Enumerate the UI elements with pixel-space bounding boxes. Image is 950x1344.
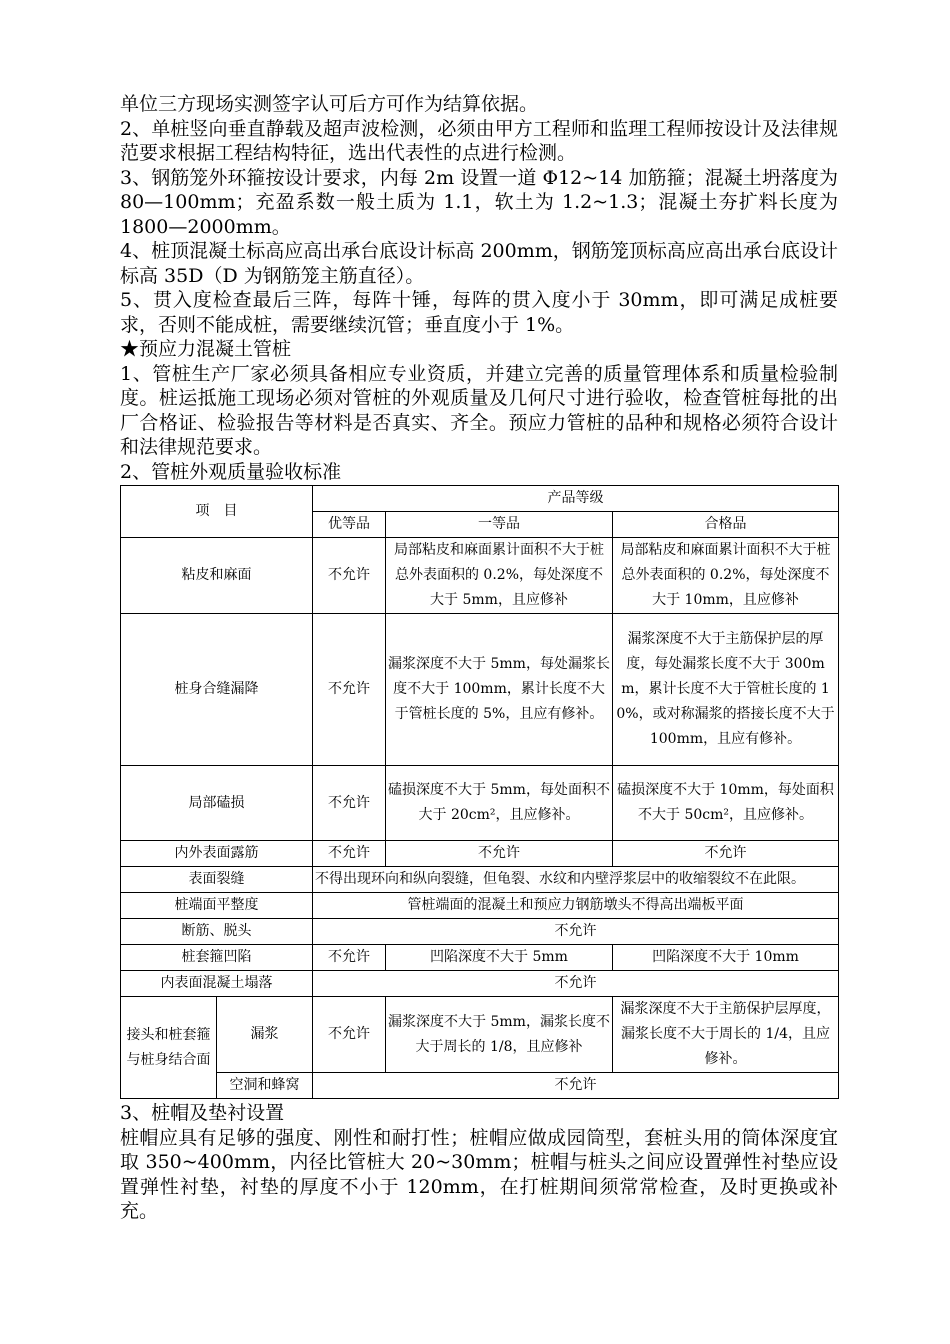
section-heading: 3、桩帽及垫衬设置 [120, 1102, 285, 1124]
cell: 凹陷深度不大于 5mm [386, 945, 613, 971]
quality-standard-table [120, 485, 839, 1099]
paragraph: 3、钢筋笼外环箍按设计要求，内每 2m 设置一道 Φ12~14 加筋箍；混凝土坍落度为 80—100mm；充盈系数一般土质为 1.1，软土为 1.2~1.3；混凝土夯扩料长度为 1800—2000mm。 [120, 166, 838, 238]
cell: 漏浆深度不大于 5mm，每处漏浆长度不大于 100mm，累计长度不大于管桩长度的 5%，且应有修补。 [386, 614, 613, 766]
header-grade-1: 优等品 [313, 512, 386, 538]
table-row [121, 867, 839, 893]
row-item: 桩端面平整度 [121, 893, 313, 919]
row-item: 内外表面露筋 [121, 841, 313, 867]
table-row [121, 486, 839, 512]
cell: 不允许 [313, 945, 386, 971]
header-grade-3: 合格品 [613, 512, 839, 538]
table-row [121, 766, 839, 841]
cell: 不允许 [313, 538, 386, 614]
cell: 不允许 [386, 841, 613, 867]
table-caption: 2、管桩外观质量验收标准 [120, 460, 342, 483]
row-item: 断筋、脱头 [121, 919, 313, 945]
section-heading: ★预应力混凝土管桩 [120, 338, 292, 360]
cell: 漏浆深度不大于 5mm，漏浆长度不大于周长的 1/8，且应修补 [386, 997, 613, 1073]
cell: 不允许 [313, 766, 386, 841]
cell: 凹陷深度不大于 10mm [613, 945, 839, 971]
cell: 局部粘皮和麻面累计面积不大于桩总外表面积的 0.2%，每处深度不大于 10mm，且应修补 [613, 538, 839, 614]
row-sub-item: 空洞和蜂窝 [217, 1073, 313, 1099]
cell: 不允许 [313, 614, 386, 766]
table-row [121, 971, 839, 997]
table-row [121, 1073, 839, 1099]
header-item: 项 目 [121, 486, 313, 538]
row-group: 接头和桩套箍与桩身结合面 [121, 997, 217, 1099]
row-item: 粘皮和麻面 [121, 538, 313, 614]
cell: 漏浆深度不大于主筋保护层厚度，漏浆长度不大于周长的 1/4，且应修补。 [613, 997, 839, 1073]
document-page [120, 92, 838, 1224]
cell: 不允许 [313, 1073, 839, 1099]
row-sub-item: 漏浆 [217, 997, 313, 1073]
row-item: 内表面混凝土塌落 [121, 971, 313, 997]
table-row [121, 841, 839, 867]
cell: 磕损深度不大于 10mm，每处面积不大于 50cm²，且应修补。 [613, 766, 839, 841]
row-item: 桩套箍凹陷 [121, 945, 313, 971]
table-row [121, 538, 839, 614]
table-row [121, 919, 839, 945]
cell: 不允许 [313, 841, 386, 867]
row-item: 桩身合缝漏降 [121, 614, 313, 766]
paragraph: 2、单桩竖向垂直静载及超声波检测，必须由甲方工程师和监理工程师按设计及法律规范要求根据工程结构特征，选出代表性的点进行检测。 [120, 117, 838, 164]
cell: 管桩端面的混凝土和预应力钢筋墩头不得高出端板平面 [313, 893, 839, 919]
paragraph: 4、桩顶混凝土标高应高出承台底设计标高 200mm，钢筋笼顶标高应高出承台底设计标高 35D（D 为钢筋笼主筋直径）。 [120, 240, 838, 287]
row-item: 表面裂缝 [121, 867, 313, 893]
row-item: 局部磕损 [121, 766, 313, 841]
paragraph: 桩帽应具有足够的强度、刚性和耐打性；桩帽应做成园筒型，套桩头用的筒体深度宜取 350~400mm，内径比管桩大 20~30mm；桩帽与桩头之间应设置弹性衬垫应设置弹性衬垫，衬垫的厚度不小于 120mm，在打桩期间须常常检查，及时更换或补充。 [120, 1126, 838, 1222]
cell: 不允许 [313, 997, 386, 1073]
cell: 局部粘皮和麻面累计面积不大于桩总外表面积的 0.2%，每处深度不大于 5mm，且应修补 [386, 538, 613, 614]
table-row [121, 945, 839, 971]
cell: 不允许 [313, 971, 839, 997]
cell: 不允许 [613, 841, 839, 867]
cell: 不得出现环向和纵向裂缝，但龟裂、水纹和内壁浮浆层中的收缩裂纹不在此限。 [313, 867, 839, 893]
paragraph: 5、贯入度检查最后三阵，每阵十锤，每阵的贯入度小于 30mm，即可满足成桩要求，否则不能成桩，需要继续沉管；垂直度小于 1%。 [120, 289, 838, 336]
table-row [121, 614, 839, 766]
paragraph: 1、管桩生产厂家必须具备相应专业资质，并建立完善的质量管理体系和质量检验制度。桩运抵施工现场必须对管桩的外观质量及几何尺寸进行验收，检查管桩每批的出厂合格证、检验报告等材料是否真实、齐全。预应力管桩的品种和规格必须符合设计和法律规范要求。 [120, 362, 838, 458]
table-row [121, 997, 839, 1073]
header-grade-2: 一等品 [386, 512, 613, 538]
header-grade: 产品等级 [313, 486, 839, 512]
cell: 不允许 [313, 919, 839, 945]
table-row [121, 893, 839, 919]
cell: 磕损深度不大于 5mm，每处面积不大于 20cm²，且应修补。 [386, 766, 613, 841]
cell: 漏浆深度不大于主筋保护层的厚度，每处漏浆长度不大于 300mm，累计长度不大于管桩长度的 10%，或对称漏浆的搭接长度不大于 100mm，且应有修补。 [613, 614, 839, 766]
paragraph: 单位三方现场实测签字认可后方可作为结算依据。 [120, 93, 539, 115]
